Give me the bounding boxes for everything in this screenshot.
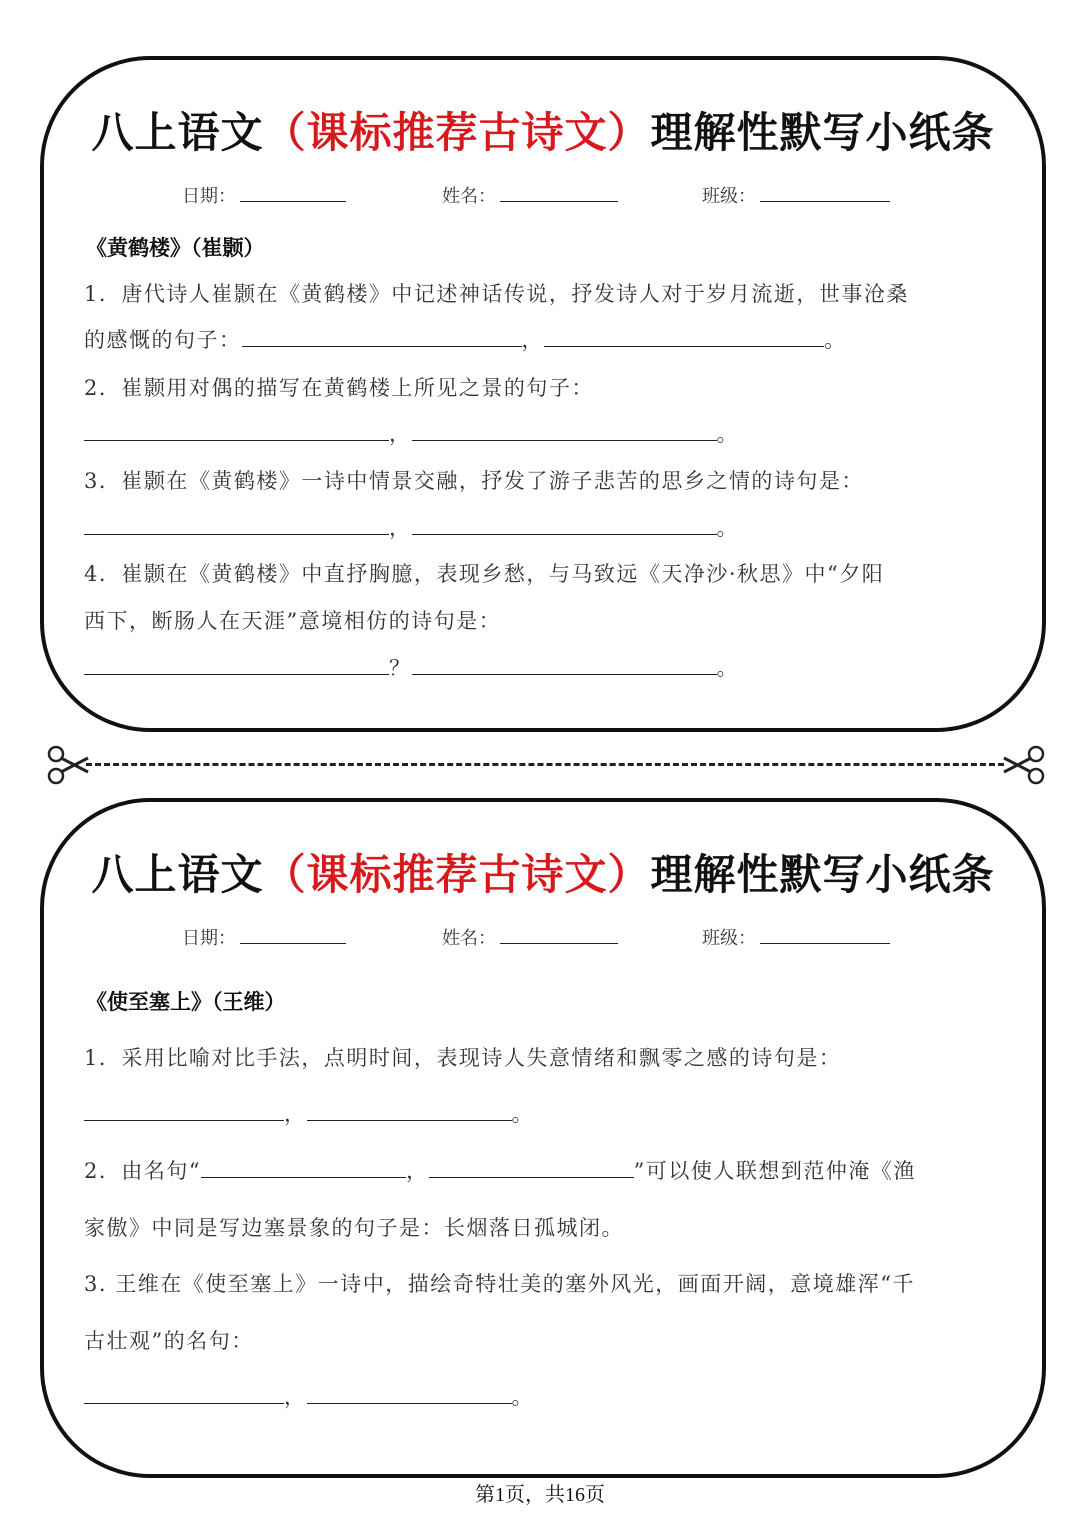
class-blank[interactable] — [760, 185, 890, 202]
question-3-line-1: 3. 王维在《使至塞上》一诗中，描绘奇特壮美的塞外风光，画面开阔，意境雄浑“千 — [84, 1272, 915, 1296]
page-number: 第1页，共16页 — [475, 1484, 605, 1506]
name-blank[interactable] — [500, 185, 618, 202]
answer-blank[interactable] — [307, 1383, 512, 1404]
card-title: 八上语文（课标推荐古诗文）理解性默写小纸条 — [91, 850, 995, 899]
poem-title: 《使至塞上》（王维） — [86, 989, 286, 1014]
answer-blank[interactable] — [84, 1383, 284, 1404]
date-blank[interactable] — [240, 927, 346, 944]
name-field[interactable]: 姓名： — [442, 924, 618, 950]
dictation-card-2 — [40, 798, 1046, 1478]
question-1-line-1: 1．唐代诗人崔颢在《黄鹤楼》中记述神话传说，抒发诗人对于岁月流逝，世事沧桑 — [84, 282, 909, 306]
answer-blank[interactable] — [84, 420, 389, 441]
question-4-answer: ？ 。 — [84, 652, 739, 682]
date-field[interactable]: 日期： — [182, 924, 346, 950]
question-1: 1．采用比喻对比手法，点明时间，表现诗人失意情绪和飘零之感的诗句是： — [84, 1046, 842, 1070]
answer-blank[interactable] — [242, 326, 522, 347]
answer-blank[interactable] — [307, 1100, 512, 1121]
name-blank[interactable] — [500, 927, 618, 944]
date-blank[interactable] — [240, 185, 346, 202]
scissors-icon — [1000, 742, 1046, 788]
answer-blank[interactable] — [84, 514, 389, 535]
dictation-card-1 — [40, 56, 1046, 732]
question-3-answer: ， 。 — [84, 1381, 534, 1411]
cut-line — [86, 763, 1004, 766]
card-title: 八上语文（课标推荐古诗文）理解性默写小纸条 — [91, 108, 995, 157]
question-1-line-2: 的感慨的句子： ， 。 — [84, 328, 847, 352]
answer-blank[interactable] — [201, 1157, 406, 1178]
poem-title: 《黄鹤楼》（崔颢） — [86, 235, 265, 260]
info-row — [44, 182, 1042, 212]
answer-blank[interactable] — [84, 654, 389, 675]
class-blank[interactable] — [760, 927, 890, 944]
info-row — [44, 924, 1042, 954]
question-3-line-2: 古壮观”的名句： — [84, 1329, 254, 1353]
name-field[interactable]: 姓名： — [442, 182, 618, 208]
date-field[interactable]: 日期： — [182, 182, 346, 208]
question-3-answer: ， 。 — [84, 512, 739, 542]
answer-blank[interactable] — [412, 654, 717, 675]
answer-blank[interactable] — [544, 326, 824, 347]
answer-blank[interactable] — [412, 420, 717, 441]
question-1-answer: ， 。 — [84, 1098, 534, 1128]
question-2-line-1: 2．由名句“ ， ”可以使人联想到范仲淹《渔 — [84, 1159, 916, 1183]
question-4-line-2: 西下，断肠人在天涯”意境相仿的诗句是： — [84, 609, 502, 633]
question-3: 3．崔颢在《黄鹤楼》一诗中情景交融，抒发了游子悲苦的思乡之情的诗句是： — [84, 469, 864, 493]
question-2-answer: ， 。 — [84, 418, 739, 448]
class-field[interactable]: 班级： — [702, 924, 890, 950]
class-field[interactable]: 班级： — [702, 182, 890, 208]
question-4-line-1: 4．崔颢在《黄鹤楼》中直抒胸臆，表现乡愁，与马致远《天净沙·秋思》中“夕阳 — [84, 562, 885, 586]
question-2-line-2: 家傲》中同是写边塞景象的句子是：长烟落日孤城闭。 — [84, 1216, 624, 1240]
question-2: 2．崔颢用对偶的描写在黄鹤楼上所见之景的句子： — [84, 376, 594, 400]
answer-blank[interactable] — [429, 1157, 634, 1178]
answer-blank[interactable] — [412, 514, 717, 535]
answer-blank[interactable] — [84, 1100, 284, 1121]
